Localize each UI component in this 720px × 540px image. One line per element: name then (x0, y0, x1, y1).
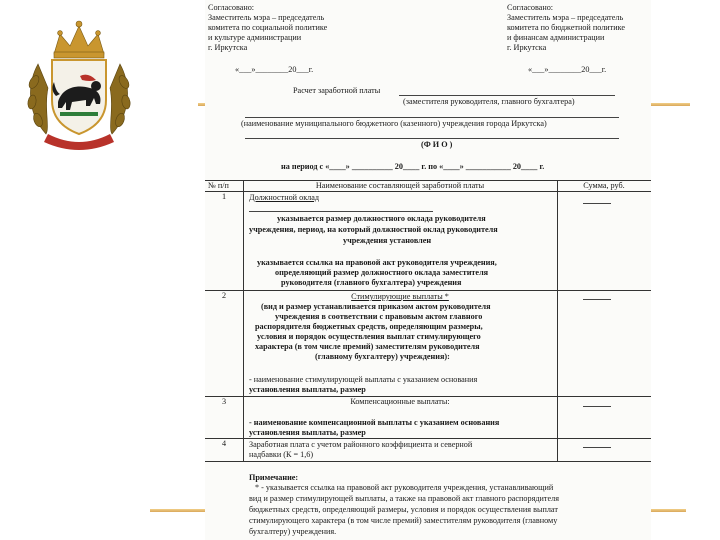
row-1-line: учреждения, период, на который должностной оклад руководителя (249, 225, 498, 234)
row-1-line: руководителя (главного бухгалтера) учреждения (281, 278, 462, 287)
right-approval-line: г. Иркутска (507, 43, 547, 52)
row-3-sum-blank (583, 406, 611, 407)
row-3-title: Компенсационные выплаты: (350, 397, 450, 406)
note-line: * - указывается ссылка на правовой акт руководителя учреждения, устанавливающий (255, 483, 554, 492)
row-3-line: установления выплаты, размер (249, 428, 366, 437)
irkutsk-coat-of-arms-icon (20, 16, 138, 156)
calc-fio: (Ф И О ) (421, 140, 453, 149)
table-border (205, 191, 651, 192)
row-2-line: условия и порядок осуществления выплат стимулирующего (257, 332, 481, 341)
note-line: стимулирующего характера (в том числе премий) заместителям руководителя (главному (249, 516, 558, 525)
row-2-line: (вид и размер устанавливается приказом актом руководителя (261, 302, 491, 311)
calc-title-blank (399, 95, 615, 96)
right-approval-date: «___»________20___г. (528, 65, 607, 74)
calc-position-hint: (заместителя руководителя, главного бухгалтера) (403, 97, 575, 106)
row-1-line: указывается размер должностного оклада руководителя (277, 214, 486, 223)
fio-blank (245, 138, 619, 139)
row-2-line: характера (в том числе премий) заместителям руководителя (255, 342, 480, 351)
row-4-num: 4 (221, 439, 227, 448)
row-2-num: 2 (221, 291, 227, 300)
left-approval-label: Согласовано: (208, 3, 255, 12)
table-header-num: № п/п (208, 181, 229, 190)
table-border (205, 290, 651, 291)
row-4-sum-blank (583, 447, 611, 448)
calc-period: на период с «____» __________ 20____ г. по «____» ___________ 20____ г. (281, 162, 545, 171)
gold-divider (150, 509, 206, 512)
table-border (205, 461, 651, 462)
row-1-num: 1 (221, 192, 227, 201)
row-1-title: Должностной оклад (249, 193, 320, 202)
org-blank (245, 117, 619, 118)
row-1-sum-blank (583, 203, 611, 204)
row-4-line: Заработная плата с учетом районного коэффициента и северной (249, 440, 473, 449)
right-approval-line: Заместитель мэра – председатель (507, 13, 624, 22)
note-title: Примечание: (249, 473, 299, 482)
row-3-line: - наименование компенсационной выплаты с указанием основания (249, 418, 500, 427)
row-2-sum-blank (583, 299, 611, 300)
row-2-line: распорядителя бюджетных средств, определяющим размеры, (255, 322, 483, 331)
right-approval-line: и финансам администрации (507, 33, 605, 42)
document-page (205, 0, 651, 540)
note-line: бюджетных средств, определяющий размеры, условия и порядок осуществления выплат (249, 505, 558, 514)
row-4-line: надбавки (К = 1,6) (249, 450, 314, 459)
right-approval-label: Согласовано: (507, 3, 554, 12)
note-line: вид и размер стимулирующей выплаты, а также на правовой акт главного распорядителя (249, 494, 559, 503)
calc-title: Расчет заработной платы (293, 86, 381, 95)
row-2-title: Стимулирующие выплаты * (351, 292, 449, 301)
left-approval-line: и культуре администрации (208, 33, 302, 42)
row-1-line: определяющий размер должностного оклада заместителя (275, 268, 489, 277)
calc-org-hint: (наименование муниципального бюджетного (казенного) учреждения города Иркутска) (241, 119, 547, 128)
note-line: бухгалтеру) учреждения. (249, 527, 337, 536)
row-3-num: 3 (221, 397, 227, 406)
row-1-blank (249, 211, 433, 212)
row-1-line: указывается ссылка на правовой акт руководителя учреждения, (257, 258, 497, 267)
row-1-line: учреждения установлен (343, 236, 432, 245)
right-approval-line: комитета по бюджетной политике (507, 23, 626, 32)
table-border (557, 180, 558, 462)
left-approval-line: г. Иркутска (208, 43, 248, 52)
table-header-name: Наименование составляющей заработной платы (315, 181, 485, 190)
gold-divider (198, 103, 205, 106)
row-2-line: (главному бухгалтеру) учреждения): (315, 352, 450, 361)
left-approval-date: «___»________20___г. (235, 65, 314, 74)
row-2-line: - наименование стимулирующей выплаты с указанием основания (249, 375, 478, 384)
row-2-line: учреждения в соответствии с правовым актом главного (275, 312, 483, 321)
left-approval-line: Заместитель мэра – председатель (208, 13, 325, 22)
row-2-line: установления выплаты, размер (249, 385, 366, 394)
table-border (205, 438, 651, 439)
table-header-sum: Сумма, руб. (583, 181, 625, 190)
left-approval-line: комитета по социальной политике (208, 23, 328, 32)
table-border (243, 180, 244, 462)
